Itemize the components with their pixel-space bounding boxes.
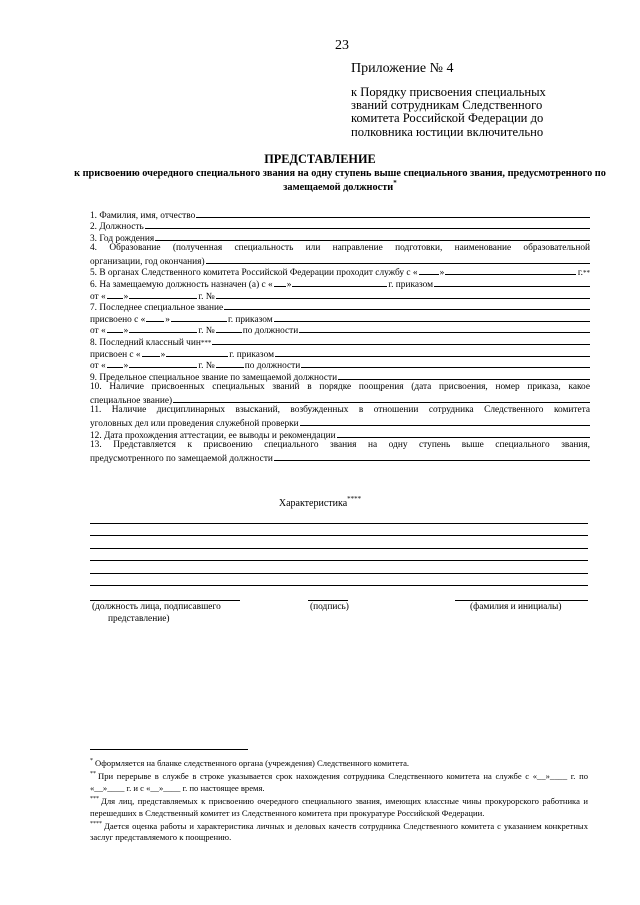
characteristic-line[interactable]: [90, 573, 588, 574]
form-fields: [90, 208, 590, 463]
number-label: г. №: [198, 361, 215, 371]
fill-line[interactable]: [129, 324, 197, 334]
field-attestation[interactable]: [90, 428, 590, 440]
field-label: 9. Предельное специальное звание по замещаемой должности: [90, 372, 338, 382]
date-from-label: от «: [90, 361, 106, 371]
footnote-mark: *: [90, 758, 93, 764]
year-label: г.: [577, 268, 583, 278]
field-full-name[interactable]: [90, 208, 590, 220]
quote-mark: »: [123, 291, 129, 301]
fill-line[interactable]: [216, 324, 242, 334]
footnote-mark: ***: [90, 796, 99, 803]
field-discipline-label: 11. Наличие дисциплинарных взысканий, возбужденных в отношении сотрудника Следственного комитета: [90, 405, 590, 416]
field-label: 5. В органах Следственного комитета Российской Федерации проходит службу с «: [90, 268, 418, 278]
fill-line[interactable]: [142, 347, 160, 357]
field-awards[interactable]: [90, 394, 590, 406]
footnote: [90, 756, 588, 769]
name-label: (фамилия и инициалы): [470, 602, 562, 612]
fill-line[interactable]: [107, 324, 123, 334]
fill-line[interactable]: [166, 347, 228, 357]
footnote-mark: **: [90, 771, 96, 778]
quote-mark: »: [123, 361, 129, 371]
field-service-start[interactable]: 5. В органах Следственного комитета Российской Федерации проходит службу с « » г. **: [90, 266, 590, 278]
field-last-rank[interactable]: [90, 301, 590, 313]
footnote-text: Дается оценка работы и характеристика личных и деловых качеств сотрудника Следственного комитета с указанием конкретных заслуг представляемого к поощрению.: [90, 821, 588, 843]
footnote-mark: *: [393, 179, 397, 187]
position-label: по должности: [242, 326, 299, 336]
name-signature-line[interactable]: [455, 600, 588, 601]
quote-mark: »: [286, 280, 292, 290]
date-from-label: от «: [90, 326, 106, 336]
field-label: 8. Последний классный чин: [90, 338, 201, 348]
fill-line[interactable]: [338, 370, 590, 380]
appendix-line: званий сотрудникам Следственного: [351, 98, 543, 113]
characteristic-line[interactable]: [90, 523, 588, 524]
position-label-continued: представление): [108, 614, 170, 624]
fill-line[interactable]: [224, 301, 590, 311]
field-education[interactable]: [90, 254, 590, 266]
characteristic-line[interactable]: [90, 585, 588, 586]
field-appointment[interactable]: [90, 278, 590, 290]
field-label: 3. Год рождения: [90, 233, 155, 243]
footnote-divider: [90, 749, 248, 750]
field-education-label: 4. Образование (полученная специальность или направление подготовки, наименование образовательной: [90, 242, 590, 253]
field-label: 1. Фамилия, имя, отчество: [90, 210, 196, 220]
fill-line[interactable]: [146, 312, 164, 322]
field-label: присвоено с «: [90, 314, 146, 324]
appendix-subtitle: [351, 86, 546, 139]
footnote-text: Оформляется на бланке следственного органа (учреждения) Следственного комитета.: [95, 758, 410, 768]
field-rank-assigned[interactable]: [90, 312, 590, 324]
appendix-line: комитета Российской Федерации до: [351, 111, 544, 126]
document-title: ПРЕДСТАВЛЕНИЕ: [264, 152, 376, 166]
characteristic-line[interactable]: [90, 535, 588, 536]
fill-line[interactable]: [300, 417, 590, 427]
position-signature-line[interactable]: [90, 600, 240, 601]
fill-line[interactable]: [299, 324, 590, 334]
fill-line[interactable]: [274, 312, 590, 322]
footnote-mark: ****: [90, 821, 102, 828]
field-label: 2. Должность: [90, 222, 144, 232]
field-class-assigned[interactable]: [90, 347, 590, 359]
fill-line[interactable]: [107, 359, 123, 369]
signature-label: (подпись): [310, 602, 349, 612]
field-discipline[interactable]: [90, 417, 590, 429]
subtitle-text: к присвоению очередного специального звания на одну ступень выше специального звания, предусмотренного по замещаемой должности: [74, 168, 606, 193]
fill-line[interactable]: [419, 266, 439, 276]
footnote-text: Для лиц, представляемых к присвоению очередного специального звания, имеющих классные чины прокурорского работника и перешедших в Следственный комитет из Следственного комитета при прокуратуре Российской Федерации.: [90, 796, 588, 818]
fill-line[interactable]: [212, 336, 590, 346]
footnote-mark: ****: [347, 495, 362, 503]
quote-mark: »: [160, 349, 166, 359]
fill-line[interactable]: [274, 451, 590, 461]
fill-line[interactable]: [292, 278, 387, 288]
field-label: 6. На замещаемую должность назначен (а) с «: [90, 280, 273, 290]
fill-line[interactable]: [145, 220, 590, 230]
fill-line[interactable]: [434, 278, 590, 288]
field-awards-label: 10. Наличие присвоенных специальных званий в порядке поощрения (дата присвоения, номер приказа, какое: [90, 381, 590, 392]
fill-line[interactable]: [274, 278, 286, 288]
field-position[interactable]: [90, 220, 590, 232]
date-from-label: от «: [90, 291, 106, 301]
fill-line[interactable]: [216, 359, 244, 369]
number-label: г. №: [198, 326, 215, 336]
fill-line[interactable]: [337, 428, 590, 438]
characteristic-title: [0, 495, 640, 509]
fill-line[interactable]: [206, 254, 590, 264]
characteristic-line[interactable]: [90, 560, 588, 561]
page-number: 23: [335, 38, 349, 53]
quote-mark: »: [165, 314, 170, 324]
quote-mark: »: [439, 268, 445, 278]
field-nomination[interactable]: [90, 451, 590, 463]
footnote: [90, 794, 588, 819]
fill-line[interactable]: [129, 359, 197, 369]
footnote: [90, 769, 588, 794]
footnote: [90, 819, 588, 844]
field-rank-order[interactable]: [90, 324, 590, 336]
characteristic-heading: Характеристика: [278, 498, 348, 509]
fill-line[interactable]: [445, 266, 576, 276]
field-class-order[interactable]: [90, 359, 590, 371]
field-label: 12. Дата прохождения аттестации, ее выводы и рекомендации: [90, 430, 336, 440]
document-subtitle: [60, 167, 620, 195]
order-label: г. приказом: [388, 280, 434, 290]
appendix-line: к Порядку присвоения специальных: [351, 85, 546, 99]
fill-line[interactable]: [171, 312, 227, 322]
position-label: по должности: [244, 361, 301, 371]
appendix-title: Приложение № 4: [351, 61, 454, 76]
signature-line[interactable]: [308, 600, 348, 601]
order-label: г. приказом: [229, 349, 274, 359]
position-label: (должность лица, подписавшего: [92, 602, 221, 612]
footnotes: [90, 756, 588, 844]
fill-line[interactable]: [129, 289, 197, 299]
field-appointment-order[interactable]: [90, 289, 590, 301]
fill-line[interactable]: [275, 347, 590, 357]
field-label: специальное звание): [90, 396, 173, 406]
field-label: 7. Последнее специальное звание: [90, 303, 224, 313]
fill-line[interactable]: [155, 231, 590, 241]
number-label: г. №: [198, 291, 215, 301]
field-birth-year[interactable]: [90, 231, 590, 243]
fill-line[interactable]: [301, 359, 590, 369]
fill-line[interactable]: [196, 208, 590, 218]
field-class-rank[interactable]: 8. Последний классный чин ***: [90, 336, 590, 348]
field-label: предусмотренного по замещаемой должности: [90, 453, 273, 464]
field-label: организации, год окончания): [90, 256, 205, 266]
field-nomination-label: 13. Представляется к присвоению специального звания на одну ступень выше специального звания,: [90, 439, 590, 450]
fill-line[interactable]: [173, 394, 590, 404]
appendix-line: полковника юстиции включительно: [351, 124, 544, 139]
field-label: уголовных дел или проведения служебной проверки: [90, 419, 299, 429]
footnote-text: При перерыве в службе в строке указывается срок нахождения сотрудника Следственного комитета на службе с «__»____ г. по «__»____ г. и с «__»____ г. по настоящее время.: [90, 771, 588, 793]
fill-line[interactable]: [216, 289, 590, 299]
field-max-rank[interactable]: [90, 370, 590, 382]
fill-line[interactable]: [107, 289, 123, 299]
order-label: г. приказом: [227, 314, 273, 324]
field-label: присвоен с «: [90, 349, 141, 359]
characteristic-line[interactable]: [90, 548, 588, 549]
quote-mark: »: [123, 326, 129, 336]
